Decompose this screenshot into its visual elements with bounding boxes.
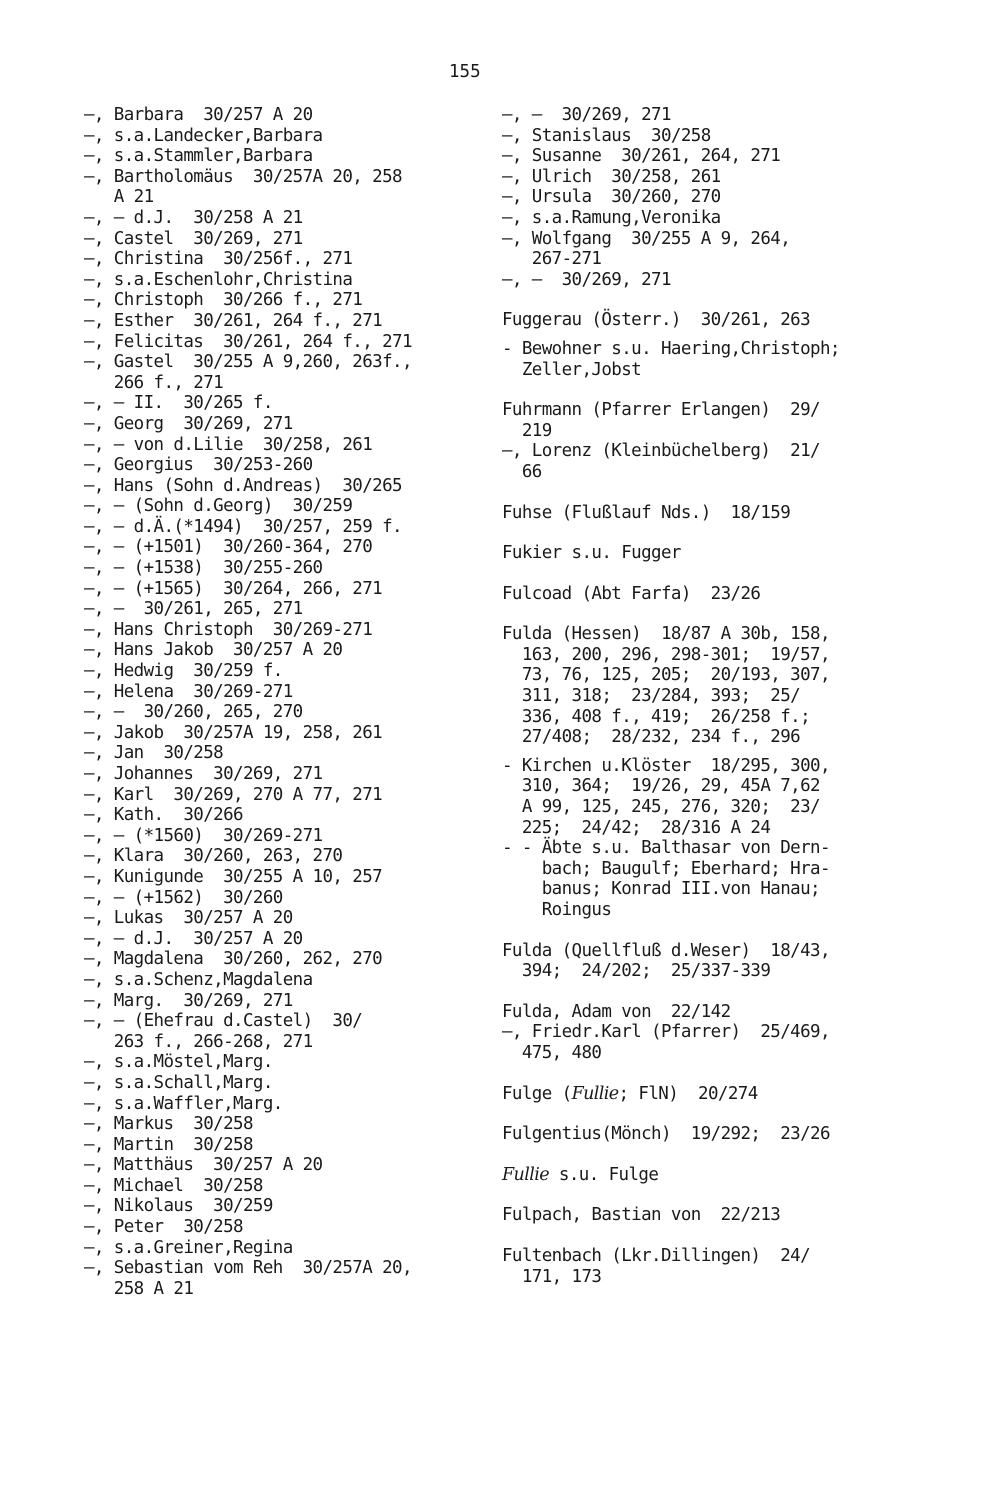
index-column-right (502, 105, 942, 1287)
index-entry: —, s.a.Landecker,Barbara (84, 125, 323, 146)
index-entry: 73, 76, 125, 205; 20/193, 307, (502, 665, 830, 686)
index-entry: —, — (Ehefrau d.Castel) 30/ (84, 1011, 363, 1032)
index-entry: Roingus (502, 900, 612, 920)
index-entry: Fultenbach (Lkr.Dillingen) 24/ (502, 1245, 811, 1266)
index-entry: —, Christina 30/256f., 271 (84, 249, 353, 270)
index-entry: —, Georgius 30/253-260 (84, 455, 313, 476)
index-entry: —, Ulrich 30/258, 261 (502, 166, 721, 187)
index-entry: —, Gastel 30/255 A 9,260, 263f., (84, 352, 412, 373)
index-entry: Fuggerau (Österr.) 30/261, 263 (502, 310, 811, 331)
index-entry: 394; 24/202; 25/337-339 (502, 961, 771, 982)
index-entry: —, Peter 30/258 (84, 1217, 243, 1238)
index-entry: 219 (502, 420, 552, 441)
index-entry: —, — 30/269, 271 (502, 105, 671, 125)
index-entry: 267-271 (502, 249, 602, 270)
index-entry: —, s.a.Möstel,Marg. (84, 1052, 273, 1073)
index-entry: 310, 364; 19/26, 29, 45A 7,62 (502, 776, 820, 797)
index-entry: 27/408; 28/232, 234 f., 296 (502, 727, 801, 748)
index-entry: Fulda, Adam von 22/142 (502, 1001, 731, 1022)
index-entry: 225; 24/42; 28/316 A 24 (502, 817, 771, 838)
index-entry: —, Michael 30/258 (84, 1175, 263, 1196)
index-entry: Fulpach, Bastian von 22/213 (502, 1205, 781, 1226)
index-entry: —, Markus 30/258 (84, 1114, 253, 1135)
index-entry: —, Martin 30/258 (84, 1134, 253, 1155)
index-entry: —, Georg 30/269, 271 (84, 413, 293, 434)
entry-italic-term: Fullie (571, 1083, 619, 1104)
index-entry: 163, 200, 296, 298-301; 19/57, (502, 644, 830, 665)
index-entry: —, Friedr.Karl (Pfarrer) 25/469, (502, 1022, 830, 1043)
index-entry: 263 f., 266-268, 271 (84, 1031, 313, 1052)
index-entry: —, Klara 30/260, 263, 270 (84, 846, 343, 867)
index-entry: —, s.a.Eschenlohr,Christina (84, 269, 353, 290)
index-entry: Fuhrmann (Pfarrer Erlangen) 29/ (502, 400, 820, 421)
index-entry: —, Lukas 30/257 A 20 (84, 908, 293, 929)
index-entry: —, Jakob 30/257A 19, 258, 261 (84, 722, 383, 743)
index-entry: 258 A 21 (84, 1278, 194, 1299)
index-entry: 311, 318; 23/284, 393; 25/ (502, 686, 801, 707)
index-entry: —, Matthäus 30/257 A 20 (84, 1155, 323, 1176)
index-entry: 171, 173 (502, 1266, 602, 1287)
index-entry: —, Christoph 30/266 f., 271 (84, 290, 363, 311)
index-entry: - Bewohner s.u. Haering,Christoph; (502, 338, 840, 359)
index-entry: —, — von d.Lilie 30/258, 261 (84, 434, 373, 455)
index-entry: —, s.a.Greiner,Regina (84, 1237, 293, 1258)
index-entry: —, s.a.Waffler,Marg. (84, 1093, 283, 1114)
index-entry: —, s.a.Schenz,Magdalena (84, 969, 313, 990)
index-entry: —, — II. 30/265 f. (84, 393, 273, 414)
index-entry: —, Hedwig 30/259 f. (84, 661, 283, 682)
index-entry: —, Esther 30/261, 264 f., 271 (84, 310, 383, 331)
index-entry: —, — 30/261, 265, 271 (84, 599, 303, 620)
index-entry: —, — (+1562) 30/260 (84, 887, 283, 908)
index-entry: —, Lorenz (Kleinbüchelberg) 21/ (502, 441, 820, 462)
index-entry: —, Kath. 30/266 (84, 805, 243, 826)
entry-text: ; FlN) 20/274 (618, 1083, 758, 1104)
index-entry: Fulda (Hessen) 18/87 A 30b, 158, (502, 624, 830, 645)
entry-text: s.u. Fulge (548, 1164, 659, 1185)
index-column-left (84, 105, 484, 1299)
index-entry: —, — d.J. 30/258 A 21 (84, 207, 303, 228)
index-entry: —, Karl 30/269, 270 A 77, 271 (84, 784, 383, 805)
index-entry: 66 (502, 461, 542, 482)
index-entry: —, — (*1560) 30/269-271 (84, 825, 323, 846)
index-entry: —, s.a.Ramung,Veronika (502, 207, 721, 228)
index-entry: —, Jan 30/258 (84, 743, 224, 764)
index-entry: —, s.a.Schall,Marg. (84, 1072, 273, 1093)
index-entry: A 99, 125, 245, 276, 320; 23/ (502, 797, 820, 818)
index-entry: —, Sebastian vom Reh 30/257A 20, (84, 1258, 412, 1279)
index-entry: —, — (+1501) 30/260-364, 270 (84, 537, 373, 558)
index-entry: —, Ursula 30/260, 270 (502, 187, 721, 208)
index-entry: 266 f., 271 (84, 372, 224, 393)
index-entry: —, Hans Jakob 30/257 A 20 (84, 640, 343, 661)
index-entry: —, Hans Christoph 30/269-271 (84, 619, 373, 640)
index-entry: Fukier s.u. Fugger (502, 543, 681, 564)
index-entry: —, Castel 30/269, 271 (84, 228, 303, 249)
index-entry: —, — d.Ä.(*1494) 30/257, 259 f. (84, 516, 402, 537)
index-entry: Fuhse (Flußlauf Nds.) 18/159 (502, 502, 791, 523)
index-entry: Zeller,Jobst (502, 359, 642, 380)
index-entry: - - Äbte s.u. Balthasar von Dern- (502, 838, 830, 859)
index-entry: —, Johannes 30/269, 271 (84, 764, 323, 784)
index-entry: —, Helena 30/269-271 (84, 681, 293, 702)
index-entry: —, — (Sohn d.Georg) 30/259 (84, 496, 353, 517)
index-entry: —, — 30/260, 265, 270 (84, 702, 303, 723)
index-entry: —, s.a.Stammler,Barbara (84, 146, 313, 167)
index-entry: —, — d.J. 30/257 A 20 (84, 928, 303, 949)
index-entry: 475, 480 (502, 1042, 602, 1063)
index-entry: Fulcoad (Abt Farfa) 23/26 (502, 583, 761, 604)
index-entry: - Kirchen u.Klöster 18/295, 300, (502, 755, 830, 776)
index-entry: —, — (+1538) 30/255-260 (84, 558, 323, 579)
index-entry: —, Stanislaus 30/258 (502, 125, 711, 146)
index-entry: Fulda (Quellfluß d.Weser) 18/43, (502, 940, 830, 961)
index-entry: —, Hans (Sohn d.Andreas) 30/265 (84, 475, 402, 496)
index-entry: —, Susanne 30/261, 264, 271 (502, 146, 781, 167)
index-entry (502, 1165, 942, 1186)
index-entry: —, Nikolaus 30/259 (84, 1196, 273, 1217)
index-entry: —, Wolfgang 30/255 A 9, 264, (502, 228, 791, 249)
index-entry: —, Marg. 30/269, 271 (84, 990, 293, 1011)
index-entry: —, Magdalena 30/260, 262, 270 (84, 949, 383, 970)
page-number: 155 (449, 62, 481, 82)
index-entry: Fulgentius(Mönch) 19/292; 23/26 (502, 1124, 830, 1145)
index-entry: —, Kunigunde 30/255 A 10, 257 (84, 866, 383, 887)
index-entry: 336, 408 f., 419; 26/258 f.; (502, 706, 811, 727)
index-entry: —, — 30/269, 271 (502, 269, 671, 290)
index-entry: banus; Konrad III.von Hanau; (502, 879, 820, 900)
entry-italic-term: Fullie (502, 1164, 549, 1185)
index-entry (502, 1084, 942, 1105)
index-entry: —, Barbara 30/257 A 20 (84, 105, 313, 125)
index-entry: bach; Baugulf; Eberhard; Hra- (502, 858, 830, 879)
index-entry: —, — (+1565) 30/264, 266, 271 (84, 578, 383, 599)
index-entry: —, Bartholomäus 30/257A 20, 258 (84, 166, 402, 187)
entry-text: Fulge ( (502, 1083, 572, 1104)
index-entry: —, Felicitas 30/261, 264 f., 271 (84, 331, 412, 352)
index-entry: A 21 (84, 187, 154, 208)
